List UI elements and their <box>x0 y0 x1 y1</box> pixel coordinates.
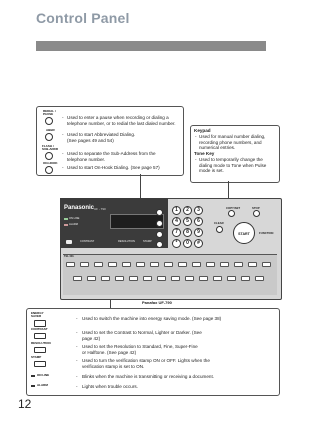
key-3: 3 <box>194 206 203 215</box>
panel-clear-label: CLEAR <box>214 221 224 225</box>
leader-line <box>228 181 229 199</box>
panel-alarm-label: ALARM <box>69 223 78 226</box>
keypad-callout-box: Keypad - Used for manual number dialing, recording phone numbers, and numerical entries. Tone Key - Used to temporarily change the dialing mode to Tone when Pulse mode is set. <box>190 125 280 183</box>
redial-button <box>156 209 163 216</box>
on-line-label: ON LINE <box>37 373 50 377</box>
resolution-desc: Used to set the Resolution to Standard, Fine, Super-Fine or Halftone. (See page 42) <box>82 344 198 355</box>
one-touch-key <box>171 276 180 281</box>
key-1: 1 <box>172 206 181 215</box>
one-touch-key <box>87 276 96 281</box>
flash-label: FLASH / SUB-ADDR <box>42 144 58 152</box>
panel-copy-set-label: COPY/SET <box>226 206 241 210</box>
page-number: 12 <box>18 397 32 411</box>
panel-stamp-label: STAMP <box>143 240 152 243</box>
key-9: 9 <box>194 228 203 237</box>
one-touch-strip <box>63 254 277 295</box>
one-touch-key <box>192 262 201 267</box>
one-touch-key <box>157 276 166 281</box>
one-touch-key <box>220 262 229 267</box>
onhook-label: ON-HOOK <box>43 161 58 165</box>
key-hash: # <box>194 239 203 248</box>
resolution-label: RESOLUTION <box>31 341 51 345</box>
key-5: 5 <box>183 217 192 226</box>
copy-set-button <box>228 210 235 217</box>
one-touch-key <box>213 276 222 281</box>
one-touch-key <box>227 276 236 281</box>
one-touch-key <box>101 276 110 281</box>
onhook-button-icon <box>45 166 53 174</box>
abbr-label: ABBR <box>46 128 55 132</box>
tonekey-desc: Used to temporarily change the dialing mode to Tone when Pulse mode is set. <box>199 157 267 174</box>
brand-logo: Panasonic <box>64 205 95 211</box>
top-callout-box: REDIAL / PAUSE - Used to enter a pause when recording or dialing a telephone number, or to redial the last dialed number. ABBR - Used to start Abbreviated Dialing. (See pages 49 and 54) FLASH / SUB-ADDR - Used to separate the Sub-Address from the telephone number. ON-HOOK - Used to start On-Hook Dialing. (See page 57) <box>36 106 184 176</box>
one-touch-key <box>66 262 75 267</box>
flash-button <box>156 231 163 238</box>
header-bar <box>36 41 266 51</box>
start-button: START <box>233 222 255 244</box>
one-touch-key <box>129 276 138 281</box>
on-line-desc: Blinks when the machine is transmitting or receiving a document. <box>82 374 215 379</box>
one-touch-key <box>262 262 271 267</box>
abbr-desc: Used to start Abbreviated Dialing. <box>67 132 136 137</box>
one-touch-key <box>136 262 145 267</box>
flash-desc: Used to separate the Sub-Address from the telephone number. <box>67 151 156 162</box>
panel-function-label: FUNCTION <box>259 231 274 235</box>
contrast-label: CONTRAST <box>31 327 48 331</box>
one-touch-key <box>122 262 131 267</box>
flash-button-icon <box>45 152 53 160</box>
redial-desc: Used to enter a pause when recording or dialing a telephone number, or to redial the last dialed number. <box>67 115 176 126</box>
one-touch-key <box>143 276 152 281</box>
one-touch-key <box>178 262 187 267</box>
keypad-title: Keypad <box>194 128 211 133</box>
on-line-lamp <box>64 218 68 220</box>
clear-button <box>216 226 223 233</box>
key-0: 0 <box>183 239 192 248</box>
one-touch-key <box>255 276 264 281</box>
alarm-label: ALARM <box>37 383 48 387</box>
keypad-desc: Used for manual number dialing, recording phone numbers, and numerical entries. <box>199 134 266 151</box>
onhook-button <box>156 241 163 248</box>
onhook-desc: Used to start On-Hook Dialing. (See page 57) <box>67 165 160 170</box>
one-touch-key <box>108 262 117 267</box>
stamp-desc: Used to turn the verification stamp ON or OFF. Lights when the verification stamp is set to ON. <box>82 358 210 369</box>
contrast-desc: Used to set the Contrast to Normal, Lighter or Darker. (See page 42) <box>82 330 202 341</box>
redial-button-icon <box>45 117 53 125</box>
panel-stop-label: STOP <box>252 206 260 210</box>
page-title: Control Panel <box>36 10 130 26</box>
key-star: * <box>172 239 181 248</box>
alarm-desc: Lights when trouble occurs. <box>82 384 138 389</box>
one-touch-key <box>115 276 124 281</box>
stamp-icon <box>34 361 46 367</box>
key-4: 4 <box>172 217 181 226</box>
energy-saver-desc: Used to switch the machine into energy saving mode. (See page 38) <box>82 316 222 321</box>
energy-saver-label: ENERGY SAVER <box>31 311 44 319</box>
model-label: UF - 790 <box>94 206 106 211</box>
panel-on-line-label: ON LINE <box>69 217 80 220</box>
energy-saver-key <box>66 240 72 244</box>
contrast-icon <box>34 333 46 339</box>
one-touch-key <box>94 262 103 267</box>
energy-saver-icon <box>34 320 46 327</box>
one-touch-key <box>234 262 243 267</box>
redial-label: REDIAL / PAUSE <box>43 109 56 117</box>
panel-contrast-label: CONTRAST <box>80 240 95 243</box>
alarm-lamp <box>64 224 68 226</box>
one-touch-key <box>248 262 257 267</box>
key-6: 6 <box>194 217 203 226</box>
machine-caption: Panafax UF-790 <box>142 300 172 305</box>
key-8: 8 <box>183 228 192 237</box>
on-line-lamp-icon <box>31 375 35 377</box>
key-2: 2 <box>183 206 192 215</box>
stop-button <box>253 210 260 217</box>
abbr-button-icon <box>45 133 53 141</box>
key-7: 7 <box>172 228 181 237</box>
abbr-button <box>156 220 163 227</box>
one-touch-key <box>241 276 250 281</box>
alarm-lamp-icon <box>31 385 35 387</box>
stamp-label: STAMP <box>31 355 42 359</box>
one-touch-key <box>73 276 82 281</box>
one-touch-key <box>80 262 89 267</box>
one-touch-key <box>199 276 208 281</box>
one-touch-key <box>164 262 173 267</box>
resolution-icon <box>34 347 46 353</box>
tonekey-title: Tone Key <box>194 151 215 156</box>
abbr-pages: (See pages 49 and 54) <box>67 137 114 143</box>
panel-tel-no-label: TEL NO. <box>64 255 75 258</box>
one-touch-key <box>185 276 194 281</box>
one-touch-key <box>150 262 159 267</box>
bottom-callout-box: ENERGY SAVER - Used to switch the machine into energy saving mode. (See page 38) CONTRAST - Used to set the Contrast to Normal, Lighter or Darker. (See page 42) RESOLUTION - Used to set the Resolution to Standard, Fine, Super-Fine or Halftone. (See page 42) STAMP - Used to turn the verification stamp ON or OFF. Lights when the verification stamp is set to ON. ON LINE - Blinks when the machine is transmitting or receiving a document. ALARM - Lights when trouble occurs. <box>26 308 280 396</box>
one-touch-key <box>206 262 215 267</box>
panel-resolution-label: RESOLUTION <box>118 240 135 243</box>
